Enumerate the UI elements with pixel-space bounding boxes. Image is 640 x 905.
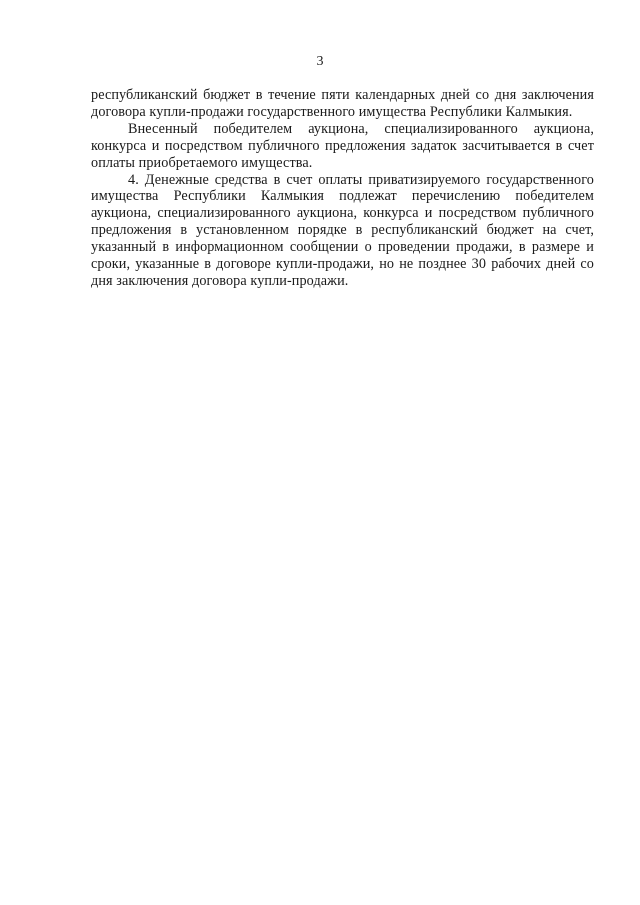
page-number: 3 <box>316 54 324 69</box>
document-body <box>91 87 594 290</box>
paragraph-deposit: Внесенный победителем аукциона, специализированного аукциона, конкурса и посредством публичного предложения задаток засчитывается в счет оплаты приобретаемого имущества. <box>91 120 594 171</box>
paragraph-continuation: республиканский бюджет в течение пяти календарных дней со дня заключения договора купли-продажи государственного имущества Республики Калмыкия. <box>91 87 594 120</box>
paragraph-item-4: 4. Денежные средства в счет оплаты приватизируемого государственного имущества Республики Калмыкия подлежат перечислению победителем аукциона, специализированного аукциона, конкурса и посредством публичного предложения в установленном порядке в республиканский бюджет на счет, указанный в информационном сообщении о проведении продажи, в размере и сроки, указанные в договоре купли-продажи, но не позднее 30 рабочих дней со дня заключения договора купли-продажи. <box>91 171 594 289</box>
